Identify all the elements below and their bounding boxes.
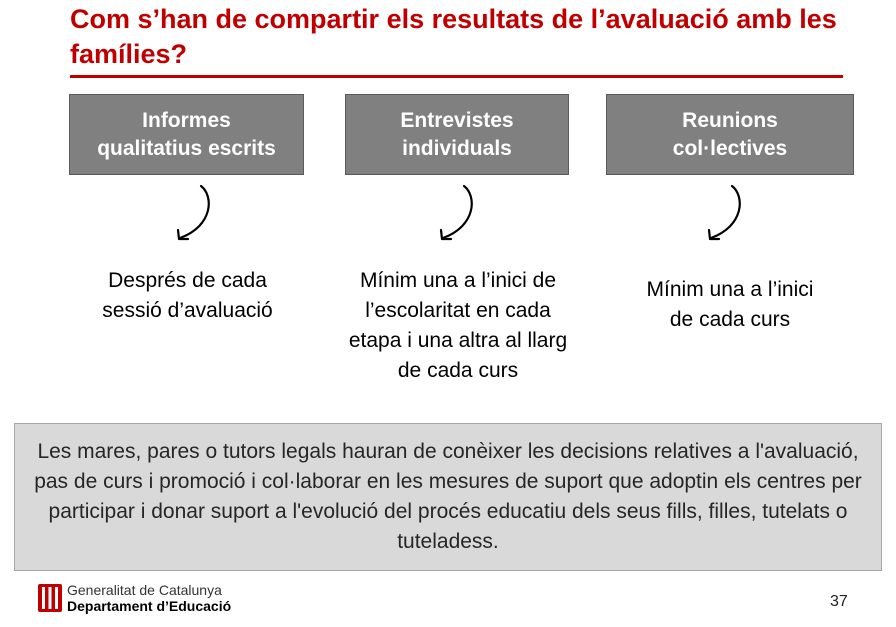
heading-box-interviews: Entrevistes individuals xyxy=(345,94,569,175)
curved-arrow-icon xyxy=(168,182,238,250)
heading-box-reports: Informes qualitatius escrits xyxy=(69,94,304,175)
curved-arrow-icon xyxy=(699,182,769,250)
generalitat-logo xyxy=(38,584,62,612)
footer-department: Departament d’Educació xyxy=(67,598,232,614)
description-meetings: Mínim una a l’inici de cada curs xyxy=(646,278,814,331)
summary-note xyxy=(14,423,882,571)
curved-arrow-icon xyxy=(431,182,501,250)
description-reports: Després de cada sessió d’avaluació xyxy=(102,269,273,322)
description-interviews: Mínim una a l’inici de l’escolaritat en cada etapa i una altra al llarg de cada curs xyxy=(348,269,568,382)
title-underline xyxy=(70,75,843,78)
heading-box-meetings: Reunions col·lectives xyxy=(606,94,854,175)
footer-organization: Generalitat de Catalunya xyxy=(67,582,222,598)
slide-title: Com s’han de compartir els resultats de l’avaluació amb les famílies? xyxy=(70,4,837,69)
page-number: 37 xyxy=(830,593,848,610)
summary-note-text: Les mares, pares o tutors legals hauran de conèixer les decisions relatives a l'avaluació, pas de curs i promoció i col·laborar en les mesures de suport que adoptin els centres per participar i donar suport a l'evolució del procés educatiu dels seus fills, filles, tutelats o tuteladess. xyxy=(34,440,862,553)
